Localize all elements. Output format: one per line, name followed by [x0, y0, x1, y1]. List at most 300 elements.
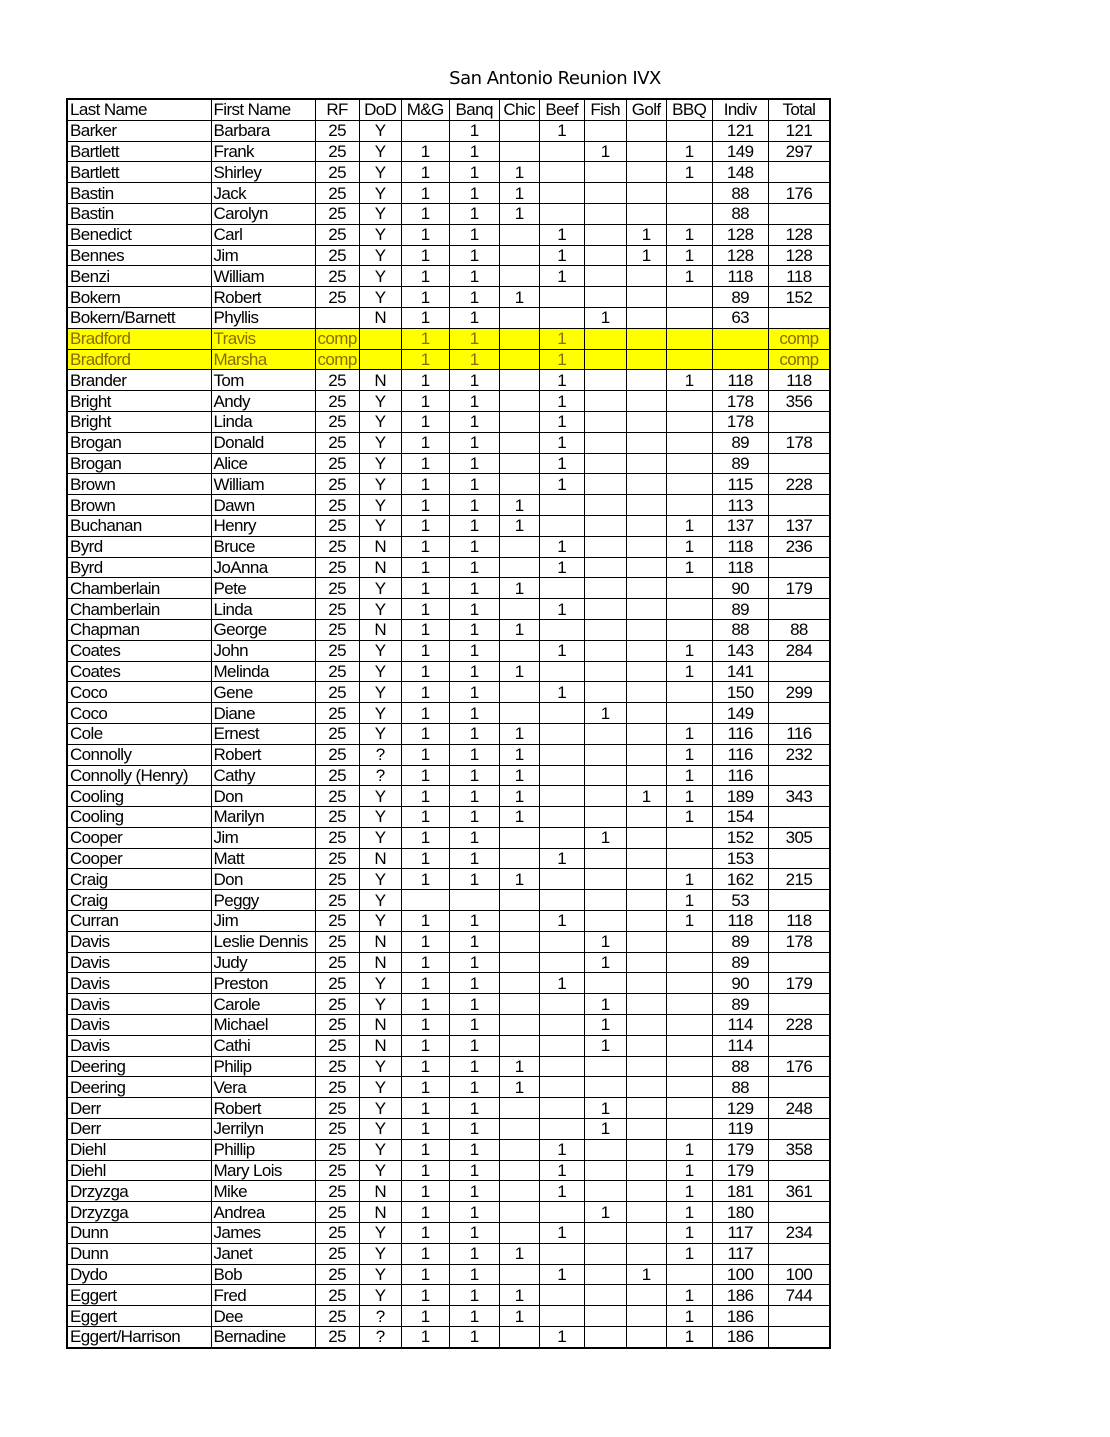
cell-rf: 25 — [315, 183, 359, 204]
cell-first-name: Cathi — [211, 1035, 315, 1056]
cell-indiv: 148 — [712, 162, 768, 183]
cell-last-name: Eggert — [67, 1285, 211, 1306]
cell-last-name: Derr — [67, 1119, 211, 1140]
cell-bbq — [666, 578, 712, 599]
cell-rf: 25 — [315, 1098, 359, 1119]
cell-dod: Y — [359, 203, 401, 224]
cell-total — [768, 1077, 830, 1098]
table-row — [67, 869, 830, 890]
cell-last-name: Connolly (Henry) — [67, 765, 211, 786]
cell-beef — [539, 1243, 584, 1264]
cell-last-name: Byrd — [67, 557, 211, 578]
cell-chic — [499, 1181, 539, 1202]
cell-mg: 1 — [401, 1223, 449, 1244]
cell-rf: 25 — [315, 890, 359, 911]
cell-chic: 1 — [499, 661, 539, 682]
table-row — [67, 183, 830, 204]
cell-rf: 25 — [315, 370, 359, 391]
col-header-chic: Chic — [499, 99, 539, 120]
cell-golf: 1 — [626, 224, 666, 245]
table-row — [67, 952, 830, 973]
cell-last-name: Bartlett — [67, 141, 211, 162]
cell-first-name: Barbara — [211, 120, 315, 141]
cell-last-name: Bartlett — [67, 162, 211, 183]
cell-dod: Y — [359, 911, 401, 932]
cell-last-name: Brown — [67, 474, 211, 495]
table-row — [67, 224, 830, 245]
cell-total: 358 — [768, 1139, 830, 1160]
cell-first-name: Don — [211, 869, 315, 890]
cell-banq: 1 — [449, 869, 499, 890]
cell-dod: Y — [359, 640, 401, 661]
cell-chic — [499, 952, 539, 973]
cell-golf — [626, 578, 666, 599]
cell-fish — [584, 349, 626, 370]
cell-chic: 1 — [499, 765, 539, 786]
cell-last-name: Eggert — [67, 1306, 211, 1327]
cell-mg: 1 — [401, 723, 449, 744]
cell-fish — [584, 1139, 626, 1160]
cell-dod: Y — [359, 1243, 401, 1264]
cell-bbq: 1 — [666, 224, 712, 245]
cell-last-name: Craig — [67, 890, 211, 911]
cell-beef — [539, 515, 584, 536]
cell-fish — [584, 911, 626, 932]
cell-rf: 25 — [315, 1327, 359, 1348]
cell-banq: 1 — [449, 307, 499, 328]
cell-last-name: Bastin — [67, 203, 211, 224]
cell-last-name: Dunn — [67, 1243, 211, 1264]
cell-total: 118 — [768, 370, 830, 391]
cell-indiv: 114 — [712, 1015, 768, 1036]
cell-banq: 1 — [449, 1160, 499, 1181]
cell-mg: 1 — [401, 1098, 449, 1119]
cell-indiv: 119 — [712, 1119, 768, 1140]
table-row — [67, 1243, 830, 1264]
cell-fish — [584, 682, 626, 703]
cell-beef — [539, 807, 584, 828]
cell-bbq: 1 — [666, 640, 712, 661]
cell-first-name: Robert — [211, 1098, 315, 1119]
cell-banq: 1 — [449, 349, 499, 370]
cell-beef: 1 — [539, 1327, 584, 1348]
cell-golf — [626, 432, 666, 453]
cell-mg: 1 — [401, 619, 449, 640]
cell-indiv: 53 — [712, 890, 768, 911]
cell-fish — [584, 1243, 626, 1264]
cell-bbq: 1 — [666, 245, 712, 266]
cell-rf: 25 — [315, 266, 359, 287]
cell-last-name: Connolly — [67, 744, 211, 765]
cell-chic — [499, 1223, 539, 1244]
cell-chic — [499, 349, 539, 370]
cell-banq: 1 — [449, 994, 499, 1015]
cell-bbq: 1 — [666, 1306, 712, 1327]
cell-bbq: 1 — [666, 890, 712, 911]
cell-chic — [499, 391, 539, 412]
table-row — [67, 723, 830, 744]
cell-beef: 1 — [539, 432, 584, 453]
cell-bbq: 1 — [666, 807, 712, 828]
cell-total — [768, 1202, 830, 1223]
cell-dod: ? — [359, 765, 401, 786]
cell-total: 88 — [768, 619, 830, 640]
cell-dod: N — [359, 931, 401, 952]
cell-golf — [626, 1202, 666, 1223]
table-row — [67, 786, 830, 807]
cell-golf: 1 — [626, 1264, 666, 1285]
cell-mg: 1 — [401, 515, 449, 536]
cell-rf: 25 — [315, 1306, 359, 1327]
cell-banq: 1 — [449, 141, 499, 162]
cell-total — [768, 162, 830, 183]
cell-chic — [499, 474, 539, 495]
cell-chic — [499, 224, 539, 245]
cell-last-name: Bokern/Barnett — [67, 307, 211, 328]
cell-first-name: William — [211, 474, 315, 495]
cell-golf — [626, 1139, 666, 1160]
cell-beef: 1 — [539, 599, 584, 620]
cell-total: 215 — [768, 869, 830, 890]
cell-fish — [584, 391, 626, 412]
cell-chic: 1 — [499, 1056, 539, 1077]
cell-golf — [626, 973, 666, 994]
cell-beef: 1 — [539, 328, 584, 349]
cell-mg: 1 — [401, 328, 449, 349]
cell-rf: 25 — [315, 911, 359, 932]
cell-fish: 1 — [584, 1098, 626, 1119]
cell-banq: 1 — [449, 287, 499, 308]
cell-mg: 1 — [401, 432, 449, 453]
table-row — [67, 1223, 830, 1244]
cell-banq: 1 — [449, 619, 499, 640]
cell-total: comp — [768, 328, 830, 349]
cell-mg: 1 — [401, 578, 449, 599]
cell-chic: 1 — [499, 869, 539, 890]
cell-rf: 25 — [315, 1223, 359, 1244]
cell-golf — [626, 515, 666, 536]
cell-bbq — [666, 411, 712, 432]
cell-banq: 1 — [449, 391, 499, 412]
cell-golf — [626, 120, 666, 141]
cell-dod: Y — [359, 723, 401, 744]
cell-total: 118 — [768, 266, 830, 287]
cell-chic — [499, 1139, 539, 1160]
cell-chic: 1 — [499, 162, 539, 183]
cell-beef — [539, 287, 584, 308]
cell-indiv: 88 — [712, 183, 768, 204]
cell-golf — [626, 848, 666, 869]
table-row — [67, 682, 830, 703]
cell-total: 356 — [768, 391, 830, 412]
cell-chic — [499, 557, 539, 578]
cell-banq: 1 — [449, 162, 499, 183]
cell-chic — [499, 307, 539, 328]
cell-bbq — [666, 682, 712, 703]
table-row — [67, 744, 830, 765]
cell-mg: 1 — [401, 1035, 449, 1056]
cell-chic — [499, 682, 539, 703]
cell-mg — [401, 120, 449, 141]
cell-mg: 1 — [401, 391, 449, 412]
cell-bbq — [666, 994, 712, 1015]
cell-mg: 1 — [401, 1264, 449, 1285]
cell-first-name: Ernest — [211, 723, 315, 744]
cell-fish — [584, 287, 626, 308]
cell-first-name: Michael — [211, 1015, 315, 1036]
cell-indiv: 178 — [712, 391, 768, 412]
cell-rf: 25 — [315, 973, 359, 994]
cell-fish — [584, 266, 626, 287]
cell-first-name: Mike — [211, 1181, 315, 1202]
cell-chic: 1 — [499, 515, 539, 536]
cell-total — [768, 411, 830, 432]
table-row — [67, 203, 830, 224]
cell-banq: 1 — [449, 183, 499, 204]
cell-first-name: Dawn — [211, 495, 315, 516]
cell-bbq — [666, 328, 712, 349]
cell-first-name: JoAnna — [211, 557, 315, 578]
cell-golf — [626, 765, 666, 786]
cell-dod: ? — [359, 1306, 401, 1327]
cell-last-name: Deering — [67, 1077, 211, 1098]
cell-total: 116 — [768, 723, 830, 744]
cell-fish — [584, 1264, 626, 1285]
cell-indiv: 153 — [712, 848, 768, 869]
cell-dod: Y — [359, 453, 401, 474]
cell-bbq — [666, 349, 712, 370]
cell-fish — [584, 162, 626, 183]
cell-rf: 25 — [315, 1139, 359, 1160]
cell-dod: Y — [359, 287, 401, 308]
cell-indiv: 100 — [712, 1264, 768, 1285]
cell-mg: 1 — [401, 703, 449, 724]
cell-bbq: 1 — [666, 765, 712, 786]
cell-dod: Y — [359, 162, 401, 183]
cell-golf — [626, 1181, 666, 1202]
table-row — [67, 1119, 830, 1140]
cell-mg: 1 — [401, 786, 449, 807]
cell-golf — [626, 1015, 666, 1036]
cell-banq: 1 — [449, 911, 499, 932]
table-row — [67, 557, 830, 578]
cell-fish — [584, 515, 626, 536]
cell-total: 128 — [768, 245, 830, 266]
cell-bbq — [666, 599, 712, 620]
cell-banq: 1 — [449, 1035, 499, 1056]
cell-chic — [499, 994, 539, 1015]
cell-dod: Y — [359, 682, 401, 703]
cell-fish — [584, 619, 626, 640]
cell-rf — [315, 307, 359, 328]
cell-beef — [539, 994, 584, 1015]
cell-bbq — [666, 1098, 712, 1119]
cell-chic — [499, 1015, 539, 1036]
cell-first-name: James — [211, 1223, 315, 1244]
cell-beef — [539, 141, 584, 162]
cell-total — [768, 495, 830, 516]
cell-fish — [584, 890, 626, 911]
cell-indiv: 179 — [712, 1139, 768, 1160]
cell-banq: 1 — [449, 120, 499, 141]
cell-chic — [499, 432, 539, 453]
cell-bbq — [666, 619, 712, 640]
cell-indiv: 162 — [712, 869, 768, 890]
cell-banq: 1 — [449, 411, 499, 432]
cell-chic — [499, 1160, 539, 1181]
cell-first-name: Preston — [211, 973, 315, 994]
cell-beef — [539, 183, 584, 204]
table-row — [67, 120, 830, 141]
cell-mg: 1 — [401, 183, 449, 204]
cell-mg: 1 — [401, 203, 449, 224]
cell-golf — [626, 994, 666, 1015]
table-row — [67, 495, 830, 516]
cell-indiv: 141 — [712, 661, 768, 682]
cell-banq: 1 — [449, 682, 499, 703]
cell-mg: 1 — [401, 370, 449, 391]
cell-first-name: Robert — [211, 744, 315, 765]
cell-beef — [539, 1306, 584, 1327]
cell-banq: 1 — [449, 1139, 499, 1160]
cell-last-name: Cooling — [67, 807, 211, 828]
cell-banq: 1 — [449, 703, 499, 724]
cell-fish — [584, 1056, 626, 1077]
cell-chic — [499, 411, 539, 432]
cell-last-name: Buchanan — [67, 515, 211, 536]
cell-first-name: Pete — [211, 578, 315, 599]
cell-mg: 1 — [401, 307, 449, 328]
cell-total: 100 — [768, 1264, 830, 1285]
col-header-rf: RF — [315, 99, 359, 120]
table-row — [67, 1264, 830, 1285]
cell-golf — [626, 619, 666, 640]
cell-banq: 1 — [449, 1306, 499, 1327]
cell-rf: 25 — [315, 994, 359, 1015]
cell-golf — [626, 328, 666, 349]
cell-rf: 25 — [315, 723, 359, 744]
cell-fish — [584, 578, 626, 599]
cell-dod: Y — [359, 973, 401, 994]
table-row — [67, 1327, 830, 1348]
cell-chic — [499, 1202, 539, 1223]
cell-first-name: Bruce — [211, 536, 315, 557]
cell-banq: 1 — [449, 1181, 499, 1202]
cell-beef: 1 — [539, 453, 584, 474]
table-row — [67, 1202, 830, 1223]
cell-mg: 1 — [401, 994, 449, 1015]
table-row — [67, 911, 830, 932]
cell-indiv: 117 — [712, 1243, 768, 1264]
cell-banq: 1 — [449, 266, 499, 287]
table-row — [67, 536, 830, 557]
table-row — [67, 307, 830, 328]
cell-fish — [584, 557, 626, 578]
cell-beef: 1 — [539, 411, 584, 432]
cell-mg: 1 — [401, 869, 449, 890]
cell-indiv: 179 — [712, 1160, 768, 1181]
cell-golf — [626, 203, 666, 224]
cell-indiv: 118 — [712, 266, 768, 287]
cell-golf — [626, 952, 666, 973]
table-row — [67, 515, 830, 536]
cell-bbq: 1 — [666, 744, 712, 765]
cell-bbq — [666, 952, 712, 973]
cell-total — [768, 1243, 830, 1264]
cell-indiv: 113 — [712, 495, 768, 516]
cell-beef: 1 — [539, 1160, 584, 1181]
cell-rf: 25 — [315, 162, 359, 183]
cell-banq: 1 — [449, 1285, 499, 1306]
cell-dod: Y — [359, 786, 401, 807]
cell-mg: 1 — [401, 266, 449, 287]
cell-first-name: Phyllis — [211, 307, 315, 328]
cell-golf — [626, 1098, 666, 1119]
cell-beef: 1 — [539, 266, 584, 287]
cell-first-name: Tom — [211, 370, 315, 391]
cell-indiv: 128 — [712, 224, 768, 245]
cell-fish — [584, 495, 626, 516]
table-row — [67, 1285, 830, 1306]
cell-last-name: Bright — [67, 411, 211, 432]
cell-indiv — [712, 349, 768, 370]
cell-first-name: Marilyn — [211, 807, 315, 828]
cell-indiv: 114 — [712, 1035, 768, 1056]
cell-fish — [584, 536, 626, 557]
table-row — [67, 848, 830, 869]
cell-chic — [499, 1119, 539, 1140]
cell-last-name: Coates — [67, 640, 211, 661]
cell-indiv: 63 — [712, 307, 768, 328]
cell-rf: 25 — [315, 931, 359, 952]
cell-dod: Y — [359, 661, 401, 682]
cell-mg: 1 — [401, 141, 449, 162]
header-row — [67, 99, 830, 120]
cell-bbq: 1 — [666, 911, 712, 932]
cell-fish — [584, 848, 626, 869]
table-row — [67, 411, 830, 432]
cell-chic — [499, 1098, 539, 1119]
cell-golf — [626, 1327, 666, 1348]
cell-first-name: Cathy — [211, 765, 315, 786]
cell-chic — [499, 973, 539, 994]
cell-total: 248 — [768, 1098, 830, 1119]
cell-chic — [499, 453, 539, 474]
cell-banq: 1 — [449, 1223, 499, 1244]
cell-total: 361 — [768, 1181, 830, 1202]
cell-rf: 25 — [315, 391, 359, 412]
cell-first-name: Don — [211, 786, 315, 807]
cell-beef — [539, 661, 584, 682]
cell-chic: 1 — [499, 786, 539, 807]
cell-bbq — [666, 183, 712, 204]
cell-indiv: 118 — [712, 536, 768, 557]
cell-golf — [626, 474, 666, 495]
cell-banq: 1 — [449, 765, 499, 786]
cell-total — [768, 1119, 830, 1140]
cell-banq: 1 — [449, 1243, 499, 1264]
cell-golf — [626, 869, 666, 890]
cell-total: 176 — [768, 1056, 830, 1077]
cell-last-name: Chamberlain — [67, 599, 211, 620]
cell-fish — [584, 328, 626, 349]
cell-chic: 1 — [499, 619, 539, 640]
cell-total: 121 — [768, 120, 830, 141]
cell-total — [768, 1035, 830, 1056]
cell-bbq: 1 — [666, 723, 712, 744]
cell-chic — [499, 1035, 539, 1056]
cell-rf: 25 — [315, 495, 359, 516]
